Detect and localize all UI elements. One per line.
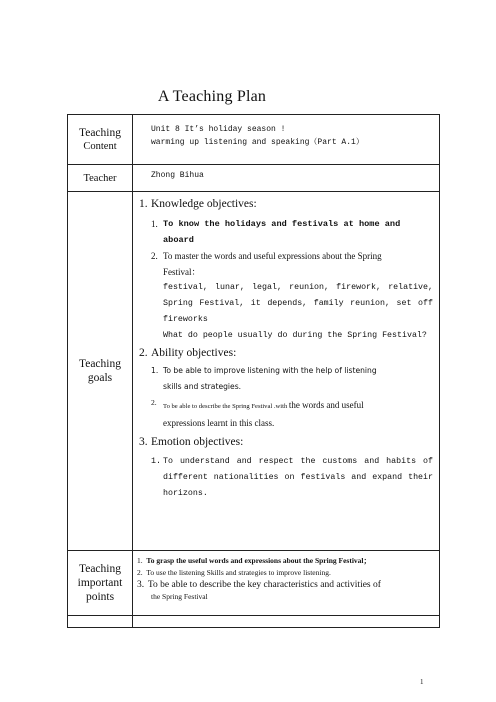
label-teaching-important-points: Teaching important points (68, 551, 133, 616)
label-teaching-content: Teaching Content (68, 115, 133, 165)
unit-section: warming up listening and speaking（Part A.1） (151, 138, 364, 147)
ability-item-1: 1. To be able to improve listening with the help of listening skills and strategies. (151, 366, 377, 391)
point-item-2: 2. To use the listening Skills and strategies to improve listening. (137, 568, 331, 577)
teacher-name: Zhong Bihua (133, 165, 440, 192)
emotion-item-1: 1. To understand and respect the customs and habits of different nationalities on festivals and expand their horizons. (151, 457, 433, 498)
page-number: 1 (420, 678, 424, 686)
knowledge-objectives-heading: 1. Knowledge objectives: (139, 198, 257, 210)
emotion-objectives-heading: 3. Emotion objectives: (139, 436, 244, 448)
teaching-content-value (133, 115, 440, 165)
teaching-goals-content: 1. Knowledge objectives: 1. To know the holidays and festivals at home and aboard 2. To master the words and useful expressions about the Spring Festival： festival, lunar, legal, reunion, firework, relative, Spring Festival, it depends, family reunion, set off fireworks What do people usually do during the Spring Festival? 2. Ability objectives: 1. To be able to improve listening with the help of listening skills and strategies. 2. To be able to describe the Spring Festival .with the words and useful expressions learnt in this class. 3. Emotion objectives: 1. To understand and respect the customs and habits of different nationalities on festivals and expand their horizons. (133, 192, 440, 551)
knowledge-item-1: 1. To know the holidays and festivals at home and aboard (151, 219, 401, 245)
row-teaching-important-points (68, 551, 440, 616)
ability-item-2: 2. To be able to describe the Spring Festival .with the words and useful expressions learnt in this class. (151, 398, 364, 428)
point-item-1: 1. To grasp the useful words and expressions about the Spring Festival； (137, 556, 371, 565)
row-teaching-content (68, 115, 440, 165)
row-teacher (68, 165, 440, 192)
row-teaching-goals (68, 192, 440, 551)
knowledge-item-2: 2. To master the words and useful expressions about the Spring (151, 251, 382, 261)
unit-title: Unit 8 It’s holiday season ! (151, 125, 286, 134)
label-teacher: Teacher (68, 165, 133, 192)
ability-objectives-heading: 2. Ability objectives: (139, 347, 237, 359)
vocabulary-list: festival, lunar, legal, reunion, firework, relative, Spring Festival, it depends, family reunion, set off fireworks What do people usually do during the Spring Festival? (139, 280, 433, 344)
teaching-points-content: 1. To grasp the useful words and expressions about the Spring Festival； 2. To use the listening Skills and strategies to improve listening. 3. To be able to describe the key characteristics and activities of the Spring Festival (133, 551, 440, 616)
label-teaching-goals: Teaching goals (68, 192, 133, 551)
key-question: What do people usually do during the Spring Festival? (163, 331, 427, 340)
teaching-plan-table (67, 114, 440, 628)
row-empty (68, 616, 440, 628)
page-title: A Teaching Plan (157, 88, 267, 105)
point-item-3: 3. To be able to describe the key characteristics and activities of (137, 580, 381, 590)
